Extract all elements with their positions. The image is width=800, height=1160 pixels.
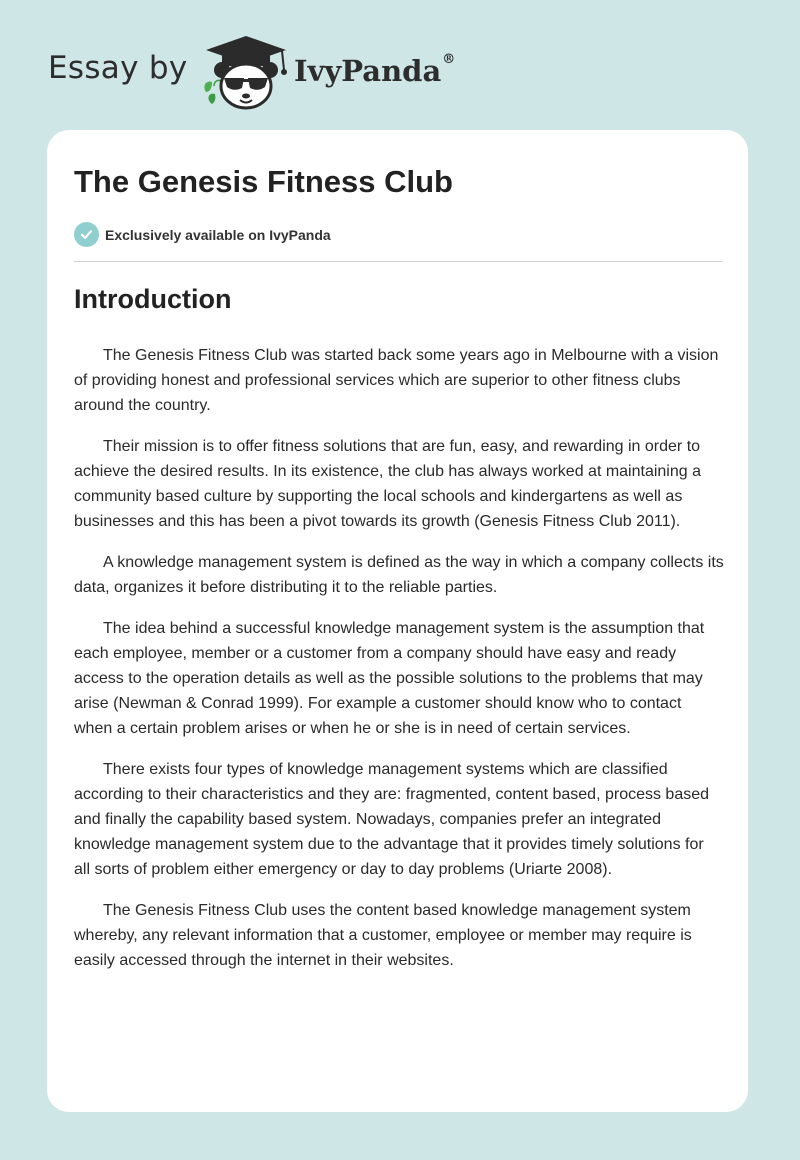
page-title: The Genesis Fitness Club	[74, 164, 453, 199]
site-header	[0, 0, 800, 130]
checkmark-icon	[74, 222, 99, 247]
paragraph: There exists four types of knowledge management systems which are classified according to their characteristics and they are: fragmented, content based, process based and finally the capability based system. Nowadays, companies prefer an integrated knowledge management system due to the advantage that it provides timely solutions for all sorts of problem either emergency or day to day problems (Uriarte 2008).	[74, 761, 710, 878]
paragraph: The idea behind a successful knowledge management system is the assumption that each employee, member or a customer from a company should have easy and ready access to the operation details as well as the possible solutions to the problems that may arise (Newman & Conrad 1999). For example a customer should know who to contact when a certain problem arises or when he or she is in need of certain services.	[74, 620, 705, 737]
section-heading: Introduction	[74, 284, 232, 314]
paragraph: The Genesis Fitness Club uses the content based knowledge management system whereby, any relevant information that a customer, employee or member may require is easily accessed through the internet in their websites.	[74, 902, 692, 969]
brand-name[interactable]	[294, 54, 455, 88]
paragraph: The Genesis Fitness Club was started back some years ago in Melbourne with a vision of providing honest and professional services which are superior to other fitness clubs around the country.	[74, 347, 719, 414]
brand-name-text: IvyPanda	[294, 54, 442, 88]
panda-logo-icon[interactable]	[200, 34, 292, 110]
essay-body	[74, 343, 724, 989]
divider	[74, 261, 722, 262]
exclusive-badge	[74, 222, 331, 247]
essay-card	[47, 130, 748, 1112]
exclusive-badge-label: Exclusively available on IvyPanda	[105, 226, 331, 243]
paragraph: Their mission is to offer fitness solutions that are fun, easy, and rewarding in order to achieve the desired results. In its existence, the club has always worked at maintaining a community based culture by supporting the local schools and kindergartens as well as businesses and this has been a pivot towards its growth (Genesis Fitness Club 2011).	[74, 438, 701, 530]
essay-by-label: Essay by	[48, 50, 188, 86]
paragraph: A knowledge management system is defined as the way in which a company collects its data, organizes it before distributing it to the reliable parties.	[74, 554, 724, 596]
registered-mark: ®	[442, 52, 456, 67]
